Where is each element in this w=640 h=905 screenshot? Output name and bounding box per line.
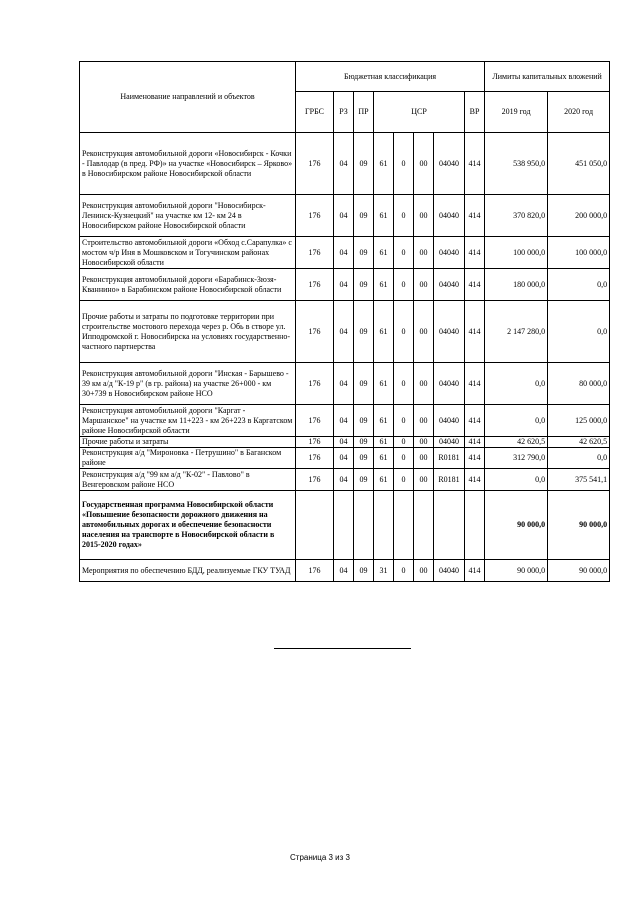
row-name-cell: Мероприятия по обеспечению БДД, реализуемые ГКУ ТУАД (80, 560, 296, 582)
table-row (80, 469, 610, 491)
csr-main-cell: 00 (414, 469, 434, 491)
table-row (80, 269, 610, 301)
grbs-cell: 176 (296, 269, 334, 301)
csr-main-cell: 00 (414, 269, 434, 301)
table-row (80, 448, 610, 469)
pr-cell: 09 (354, 269, 374, 301)
csr-subprogram-cell: 0 (394, 237, 414, 269)
rz-cell: 04 (334, 560, 354, 582)
vr-cell: 414 (465, 195, 485, 237)
header-rz: РЗ (334, 92, 354, 133)
csr-main-cell: 00 (414, 195, 434, 237)
grbs-cell: 176 (296, 133, 334, 195)
row-name-cell: Строительство автомобильной дороги «Обход с.Сарапулка» с мостом ч/р Иня в Мошковском и Тогучинском районах Новосибирской области (80, 237, 296, 269)
header-pr: ПР (354, 92, 374, 133)
pr-cell: 09 (354, 448, 374, 469)
rz-cell: 04 (334, 405, 354, 437)
rz-cell: 04 (334, 269, 354, 301)
csr-main-cell: 00 (414, 301, 434, 363)
table-row (80, 363, 610, 405)
grbs-cell: 176 (296, 560, 334, 582)
rz-cell: 04 (334, 448, 354, 469)
limit-2019-cell: 0,0 (485, 469, 548, 491)
limit-2020-cell: 90 000,0 (548, 491, 610, 560)
rz-cell: 04 (334, 469, 354, 491)
vr-cell: 414 (465, 237, 485, 269)
csr-subprogram-cell (394, 491, 414, 560)
rz-cell: 04 (334, 301, 354, 363)
limit-2020-cell: 0,0 (548, 448, 610, 469)
row-name-cell: Прочие работы и затраты по подготовке территории при строительстве мостового перехода через р. Обь в створе ул. Ипподромской г. Новосибирска на условиях государственно-частного партнерства (80, 301, 296, 363)
pr-cell: 09 (354, 237, 374, 269)
csr-subprogram-cell: 0 (394, 560, 414, 582)
csr-program-cell: 61 (374, 437, 394, 448)
csr-main-cell: 00 (414, 437, 434, 448)
page-footer: Страница 3 из 3 (290, 853, 350, 862)
limit-2020-cell: 0,0 (548, 301, 610, 363)
limit-2020-cell: 200 000,0 (548, 195, 610, 237)
vr-cell (465, 491, 485, 560)
limit-2020-cell: 125 000,0 (548, 405, 610, 437)
csr-program-cell: 61 (374, 269, 394, 301)
limit-2019-cell: 42 620,5 (485, 437, 548, 448)
grbs-cell: 176 (296, 237, 334, 269)
limit-2019-cell: 90 000,0 (485, 560, 548, 582)
header-row-top (80, 62, 610, 92)
csr-program-cell: 61 (374, 405, 394, 437)
table-row (80, 405, 610, 437)
header-budget-classification: Бюджетная классификация (296, 62, 485, 92)
limit-2020-cell: 90 000,0 (548, 560, 610, 582)
csr-main-cell: 00 (414, 448, 434, 469)
csr-subprogram-cell: 0 (394, 448, 414, 469)
csr-main-cell: 00 (414, 405, 434, 437)
csr-main-cell: 00 (414, 237, 434, 269)
header-2019: 2019 год (485, 92, 548, 133)
csr-main-cell: 00 (414, 133, 434, 195)
csr-direction-cell: 04040 (434, 363, 465, 405)
header-name: Наименование направлений и объектов (80, 62, 296, 133)
rz-cell: 04 (334, 195, 354, 237)
table-row (80, 237, 610, 269)
vr-cell: 414 (465, 133, 485, 195)
row-name-cell: Реконструкция автомобильной дороги "Каргат - Маршанское" на участке км 11+223 - км 26+223 в Каргатском районе Новосибирской области (80, 405, 296, 437)
csr-subprogram-cell: 0 (394, 195, 414, 237)
row-name-cell: Прочие работы и затраты (80, 437, 296, 448)
csr-program-cell: 61 (374, 363, 394, 405)
pr-cell: 09 (354, 469, 374, 491)
vr-cell: 414 (465, 560, 485, 582)
row-name-cell: Реконструкция автомобильной дороги "Новосибирск-Ленинск-Кузнецкий" на участке км 12- км 24 в Новосибирском районе Новосибирской области (80, 195, 296, 237)
csr-program-cell: 61 (374, 301, 394, 363)
rz-cell: 04 (334, 133, 354, 195)
vr-cell: 414 (465, 448, 485, 469)
horizontal-rule (274, 648, 411, 649)
header-csr: ЦСР (374, 92, 465, 133)
grbs-cell: 176 (296, 437, 334, 448)
grbs-cell: 176 (296, 301, 334, 363)
limit-2020-cell: 42 620,5 (548, 437, 610, 448)
csr-program-cell: 61 (374, 469, 394, 491)
csr-direction-cell: 04040 (434, 269, 465, 301)
csr-direction-cell: R0181 (434, 469, 465, 491)
pr-cell: 09 (354, 195, 374, 237)
vr-cell: 414 (465, 301, 485, 363)
csr-subprogram-cell: 0 (394, 437, 414, 448)
table-row (80, 437, 610, 448)
rz-cell: 04 (334, 363, 354, 405)
csr-subprogram-cell: 0 (394, 405, 414, 437)
grbs-cell: 176 (296, 363, 334, 405)
vr-cell: 414 (465, 469, 485, 491)
header-2020: 2020 год (548, 92, 610, 133)
csr-direction-cell: R0181 (434, 448, 465, 469)
grbs-cell: 176 (296, 195, 334, 237)
table-row (80, 301, 610, 363)
csr-direction-cell: 04040 (434, 133, 465, 195)
rz-cell: 04 (334, 437, 354, 448)
csr-subprogram-cell: 0 (394, 469, 414, 491)
header-capital-limits: Лимиты капитальных вложений (485, 62, 610, 92)
table-row (80, 560, 610, 582)
limit-2020-cell: 100 000,0 (548, 237, 610, 269)
limit-2019-cell: 180 000,0 (485, 269, 548, 301)
limit-2019-cell: 370 820,0 (485, 195, 548, 237)
budget-table (79, 61, 610, 582)
csr-main-cell: 00 (414, 560, 434, 582)
csr-direction-cell: 04040 (434, 301, 465, 363)
table-row (80, 195, 610, 237)
limit-2019-cell: 312 790,0 (485, 448, 548, 469)
header-vr: ВР (465, 92, 485, 133)
vr-cell: 414 (465, 405, 485, 437)
row-name-cell: Реконструкция автомобильной дороги "Инская - Барышево - 39 км а/д "К-19 р" (в гр. района) на участке 26+000 - км 30+739 в Новосибирском районе НСО (80, 363, 296, 405)
pr-cell: 09 (354, 301, 374, 363)
vr-cell: 414 (465, 363, 485, 405)
pr-cell: 09 (354, 437, 374, 448)
header-grbs: ГРБС (296, 92, 334, 133)
pr-cell: 09 (354, 405, 374, 437)
limit-2019-cell: 0,0 (485, 363, 548, 405)
limit-2019-cell: 0,0 (485, 405, 548, 437)
row-name-cell: Реконструкция автомобильной дороги «Барабинск-Зюзя-Кваннино» в Барабинском районе Новосибирской области (80, 269, 296, 301)
pr-cell: 09 (354, 560, 374, 582)
pr-cell: 09 (354, 363, 374, 405)
limit-2019-cell: 538 950,0 (485, 133, 548, 195)
csr-direction-cell (434, 491, 465, 560)
csr-direction-cell: 04040 (434, 560, 465, 582)
pr-cell (354, 491, 374, 560)
csr-program-cell: 61 (374, 448, 394, 469)
table-row (80, 133, 610, 195)
limit-2019-cell: 2 147 280,0 (485, 301, 548, 363)
row-name-cell: Реконструкция автомобильной дороги «Новосибирск - Кочки - Павлодар (в пред. РФ)» на участке «Новосибирск – Ярково» в Новосибирском районе Новосибирской области (80, 133, 296, 195)
csr-subprogram-cell: 0 (394, 363, 414, 405)
csr-program-cell: 61 (374, 195, 394, 237)
csr-direction-cell: 04040 (434, 437, 465, 448)
grbs-cell: 176 (296, 448, 334, 469)
limit-2020-cell: 375 541,1 (548, 469, 610, 491)
row-name-cell: Реконструкция а/д "99 км а/д "К-02" - Павлово" в Венгеровском районе НСО (80, 469, 296, 491)
row-name-cell: Реконструкция а/д "Мироновка - Петрушино" в Баганском районе (80, 448, 296, 469)
csr-direction-cell: 04040 (434, 237, 465, 269)
csr-subprogram-cell: 0 (394, 301, 414, 363)
csr-main-cell (414, 491, 434, 560)
vr-cell: 414 (465, 269, 485, 301)
grbs-cell: 176 (296, 469, 334, 491)
grbs-cell (296, 491, 334, 560)
csr-direction-cell: 04040 (434, 405, 465, 437)
table-row (80, 491, 610, 560)
csr-direction-cell: 04040 (434, 195, 465, 237)
csr-main-cell: 00 (414, 363, 434, 405)
limit-2019-cell: 90 000,0 (485, 491, 548, 560)
csr-program-cell: 31 (374, 560, 394, 582)
vr-cell: 414 (465, 437, 485, 448)
rz-cell (334, 491, 354, 560)
csr-subprogram-cell: 0 (394, 269, 414, 301)
csr-program-cell: 61 (374, 237, 394, 269)
limit-2020-cell: 80 000,0 (548, 363, 610, 405)
csr-program-cell (374, 491, 394, 560)
csr-program-cell: 61 (374, 133, 394, 195)
grbs-cell: 176 (296, 405, 334, 437)
pr-cell: 09 (354, 133, 374, 195)
limit-2020-cell: 451 050,0 (548, 133, 610, 195)
csr-subprogram-cell: 0 (394, 133, 414, 195)
row-name-cell: Государственная программа Новосибирской области «Повышение безопасности дорожного движения на автомобильных дорогах и обеспечение безопасности населения на транспорте в Новосибирской области в 2015-2020 годах» (80, 491, 296, 560)
limit-2019-cell: 100 000,0 (485, 237, 548, 269)
limit-2020-cell: 0,0 (548, 269, 610, 301)
rz-cell: 04 (334, 237, 354, 269)
